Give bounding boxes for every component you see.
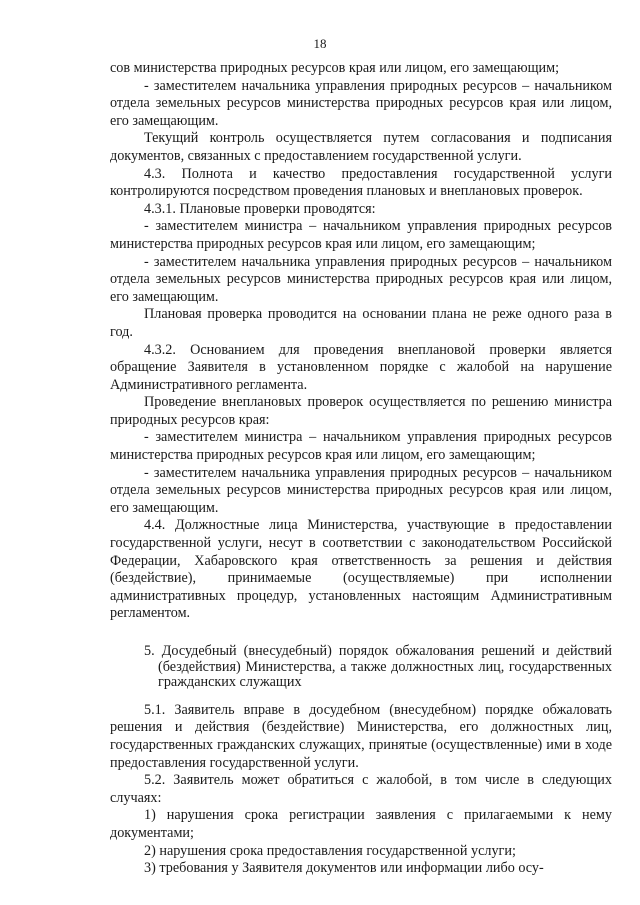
document-body: [110, 60, 612, 878]
page-number: 18: [313, 36, 327, 51]
paragraph: 5.1. Заявитель вправе в досудебном (внесудебном) порядке обжаловать решения и действия (бездействие) Министерства, его должностных лиц, государственных гражданских служащих, принятые (осуществленные) ими в ходе предоставления государственной услуги.: [110, 701, 612, 771]
paragraph: 4.3.2. Основанием для проведения внеплановой проверки является обращение Заявителя в установленном порядке с жалобой на нарушение Административного регламента.: [110, 341, 612, 393]
paragraph: - заместителем министра – начальником управления природных ресурсов министерства природных ресурсов края или лицом, его замещающим;: [110, 429, 612, 464]
paragraph: - заместителем начальника управления природных ресурсов – начальником отдела земельных ресурсов министерства природных ресурсов края или лицом, его замещающим.: [110, 253, 612, 305]
paragraph: 4.4. Должностные лица Министерства, участвующие в предоставлении государственной услуги, несут в соответствии с законодательством Российской Федерации, Хабаровского края ответственность за решения и действия (бездействие), принимаемые (осуществляемые) при исполнении административных процедур, установленных настоящим Административным регламентом.: [110, 517, 612, 622]
paragraphs-before-heading: [110, 60, 612, 623]
paragraph: 2) нарушения срока предоставления государственной услуги;: [144, 842, 516, 859]
paragraphs-after-heading: [110, 702, 612, 878]
paragraph: - заместителем начальника управления природных ресурсов – начальником отдела земельных ресурсов министерства природных ресурсов края или лицом, его замещающим.: [110, 77, 612, 129]
paragraph: 3) требования у Заявителя документов или информации либо осу-: [144, 860, 544, 877]
paragraph: 4.3.1. Плановые проверки проводятся:: [144, 200, 376, 217]
paragraph: Текущий контроль осуществляется путем согласования и подписания документов, связанных с предоставлением государственной услуги.: [110, 130, 612, 164]
paragraph: сов министерства природных ресурсов края или лицом, его замещающим;: [110, 60, 560, 76]
paragraph: 5.2. Заявитель может обратиться с жалобой, в том числе в следующих случаях:: [110, 772, 612, 806]
section-heading: 5. Досудебный (внесудебный) порядок обжалования решений и действий (бездействия) Министерства, а также должностных лиц, государственных гражданских служащих: [144, 643, 612, 691]
paragraph: 1) нарушения срока регистрации заявления с прилагаемыми к нему документами;: [110, 807, 612, 841]
paragraph: Плановая проверка проводится на основании плана не реже одного раза в год.: [110, 306, 612, 340]
paragraph: - заместителем начальника управления природных ресурсов – начальником отдела земельных ресурсов министерства природных ресурсов края или лицом, его замещающим.: [110, 464, 612, 516]
paragraph: - заместителем министра – начальником управления природных ресурсов министерства природных ресурсов края или лицом, его замещающим;: [110, 218, 612, 252]
paragraph: Проведение внеплановых проверок осуществляется по решению министра природных ресурсов края:: [110, 394, 612, 428]
paragraph: 4.3. Полнота и качество предоставления государственной услуги контролируются посредством проведения плановых и внеплановых проверок.: [110, 165, 612, 200]
